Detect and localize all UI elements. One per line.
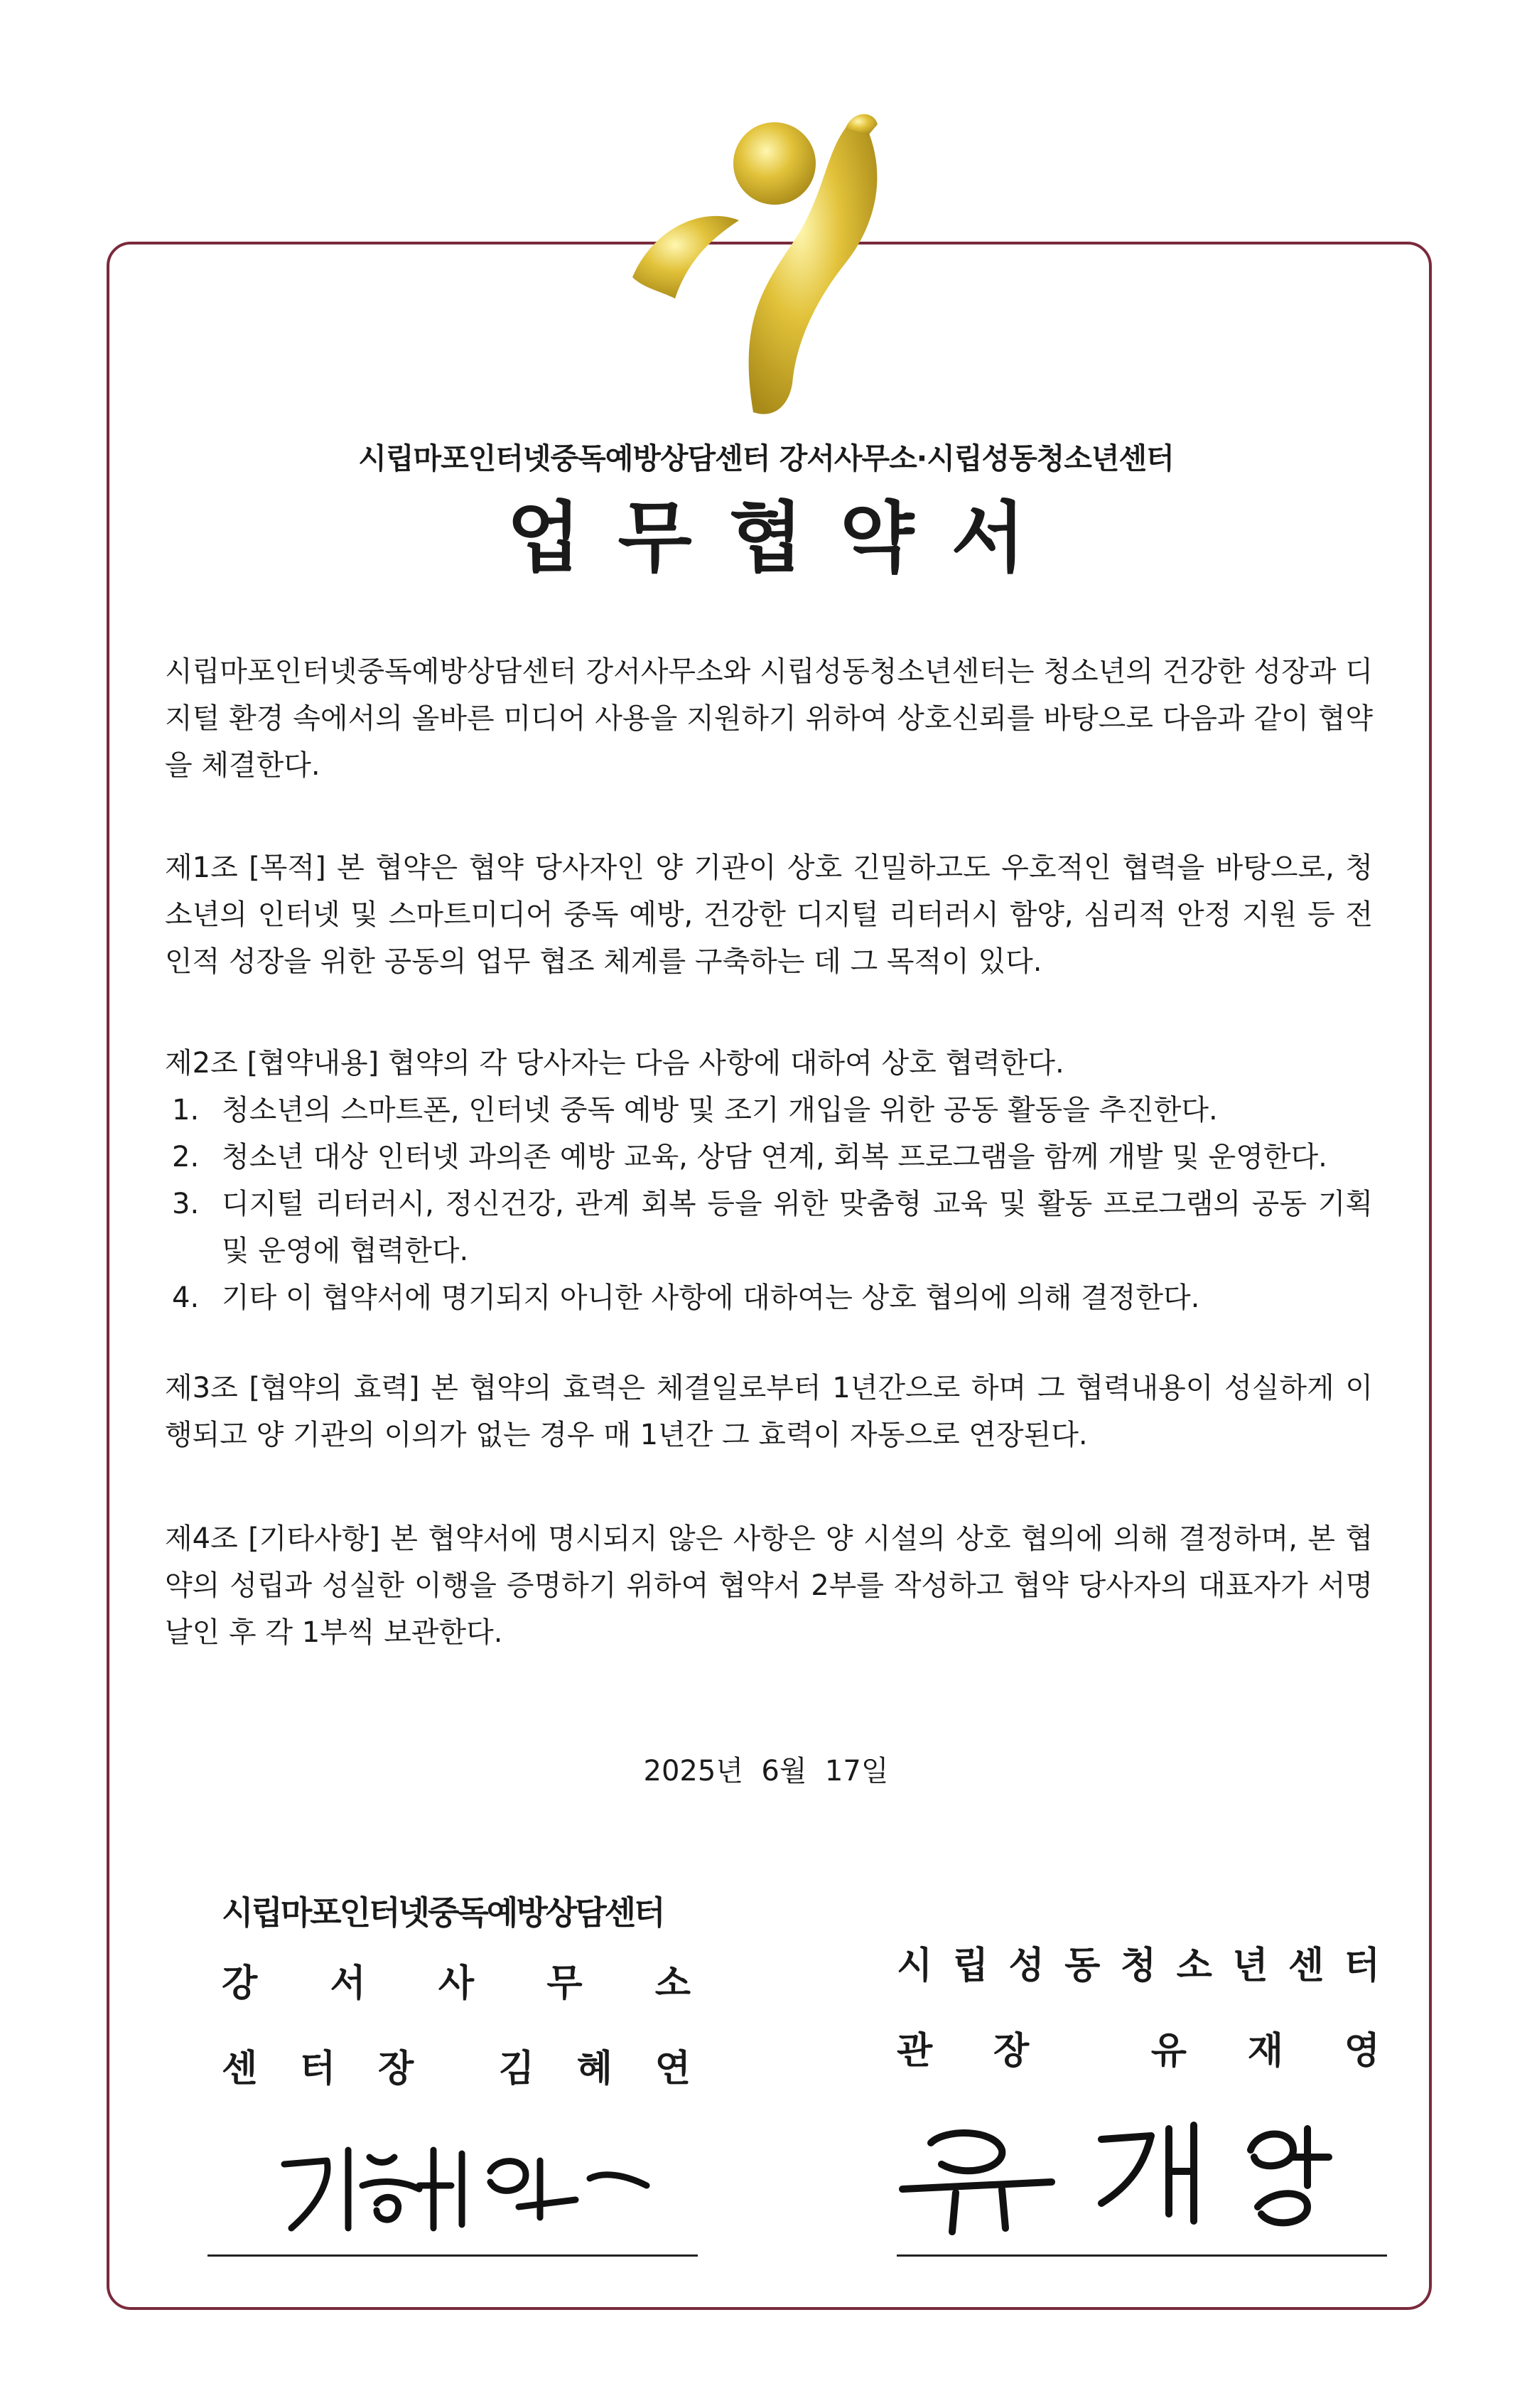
page-title: 업무협약서 [507,494,1062,583]
list-item [165,1134,1373,1181]
branch-char: 서 [330,1962,366,2005]
left-signatory [222,1887,691,2107]
right-signatory [897,1919,1380,2090]
left-signatory-org: 시립마포인터넷중독예방상담센터 [222,1893,664,1932]
right-signatory-role-name [897,2004,1380,2090]
role-char: 장 [378,2047,414,2090]
article-2 [165,1040,1373,1321]
left-signatory-role-name [222,2022,691,2107]
left-signature-line [207,2254,698,2257]
name-char: 영 [1344,2029,1380,2073]
list-item-number: 3. [172,1188,200,1220]
right-signatory-org [897,1919,1380,2004]
name-char: 재 [1247,2029,1283,2073]
org-char: 시 [897,1944,933,1987]
article-4: 제4조 [기타사항] 본 협약서에 명시되지 않은 사항은 양 시설의 상호 협의에 의해 결정하며, 본 협약의 성립과 성실한 이행을 증명하기 위하여 협약서 2부를 작성하고 협약 당사자의 대표자가 서명 날인 후 각 1부씩 보관한다. [165,1522,1373,1649]
branch-char: 사 [438,1962,475,2005]
article-2-heading: 제2조 [협약내용] 협약의 각 당사자는 다음 사항에 대하여 상호 협력한다. [165,1047,1064,1080]
list-item-text: 청소년의 스마트폰, 인터넷 중독 예방 및 조기 개입을 위한 공동 활동을 추진한다. [222,1094,1218,1127]
list-item [165,1087,1373,1134]
role-char: 관 [897,2029,933,2073]
list-item-number: 2. [172,1141,200,1173]
org-char: 성 [1008,1944,1045,1987]
left-handwritten-signature [206,2122,703,2242]
list-item-number: 1. [172,1094,200,1127]
org-char: 년 [1232,1944,1268,1987]
role-char: 센 [222,2047,258,2090]
list-item-number: 4. [172,1281,200,1314]
list-item-text: 디지털 리터러시, 정신건강, 관계 회복 등을 위한 맞춤형 교육 및 활동 프로그램의 공동 기획 및 운영에 협력한다. [222,1188,1373,1267]
org-char: 센 [1288,1944,1325,1987]
name-char: 유 [1150,2029,1187,2073]
list-item [165,1274,1373,1321]
name-char: 혜 [576,2047,613,2090]
name-char: 김 [498,2047,534,2090]
branch-char: 강 [222,1962,258,2005]
role-char: 장 [993,2029,1030,2073]
branch-char: 무 [546,1962,583,2005]
list-item-text: 기타 이 협약서에 명기되지 아니한 사항에 대하여는 상호 협의에 의해 결정한다. [222,1281,1200,1314]
branch-char: 소 [654,1962,691,2005]
organizations-header: 시립마포인터넷중독예방상담센터 강서사무소·시립성동청소년센터 [358,441,1174,475]
org-char: 청 [1120,1944,1157,1987]
list-item-text: 청소년 대상 인터넷 과의존 예방 교육, 상담 연계, 회복 프로그램을 함께 개발 및 운영한다. [222,1141,1327,1173]
right-handwritten-signature [888,2100,1393,2242]
intro-paragraph: 시립마포인터넷중독예방상담센터 강서사무소와 시립성동청소년센터는 청소년의 건강한 성장과 디지털 환경 속에서의 올바른 미디어 사용을 지원하기 위하여 상호신뢰를 바탕으로 다음과 같이 협약을 체결한다. [165,655,1373,782]
org-char: 립 [952,1944,988,1987]
org-char: 소 [1176,1944,1212,1987]
right-signature-line [897,2254,1387,2257]
agreement-date: 2025년 6월 17일 [643,1755,889,1788]
list-item [165,1181,1373,1274]
left-signatory-branch [222,1937,691,2022]
org-char: 터 [1344,1944,1380,1987]
gold-emblem-logo [611,114,924,426]
article-1: 제1조 [목적] 본 협약은 협약 당사자인 양 기관이 상호 긴밀하고도 우호적인 협력을 바탕으로, 청소년의 인터넷 및 스마트미디어 중독 예방, 건강한 디지털 리터러시 함양, 심리적 안정 지원 등 전인적 성장을 위한 공동의 업무 협조 체계를 구축하는 데 그 목적이 있다. [165,851,1373,978]
org-char: 동 [1064,1944,1101,1987]
name-char: 연 [654,2047,691,2090]
role-char: 터 [300,2047,336,2090]
article-3: 제3조 [협약의 효력] 본 협약의 효력은 체결일로부터 1년간으로 하며 그 협력내용이 성실하게 이행되고 양 기관의 이의가 없는 경우 매 1년간 그 효력이 자동으로 연장된다. [165,1372,1373,1451]
